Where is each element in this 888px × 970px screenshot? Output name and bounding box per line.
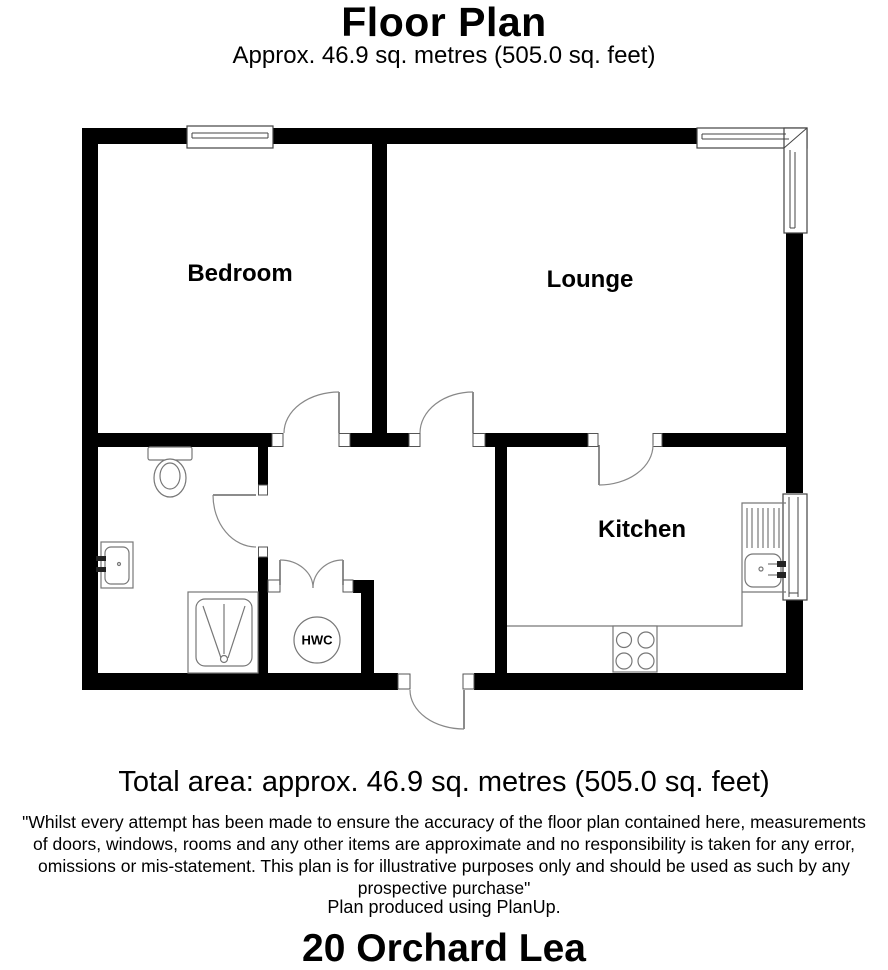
kitchen-sink (745, 508, 786, 587)
disclaimer-line: prospective purchase" (357, 878, 531, 898)
hwc-label: HWC (301, 632, 333, 648)
lounge-door (420, 392, 473, 433)
disclaimer-text (0, 811, 888, 899)
bedroom-window (187, 126, 273, 148)
disclaimer-line: "Whilst every attempt has been made to ensure the accuracy of the floor plan contained here, measurements (22, 812, 866, 832)
corner-window (697, 128, 807, 233)
hob (613, 626, 657, 672)
total-area-text: Total area: approx. 46.9 sq. metres (505.0 sq. feet) (118, 766, 770, 798)
bedroom-label: Bedroom (187, 260, 293, 287)
produced-by-text: Plan produced using PlanUp. (327, 897, 561, 917)
hwc-cupboard-doors (280, 560, 343, 588)
disclaimer-line: omissions or mis-statement. This plan is for illustrative purposes only and should be used as such by any (38, 856, 850, 876)
bathroom-door (213, 495, 256, 547)
toilet (148, 447, 192, 497)
kitchen-door (599, 445, 653, 485)
shower (188, 592, 258, 673)
kitchen-window (783, 494, 807, 600)
bedroom-door (284, 392, 339, 433)
kitchen-label: Kitchen (597, 516, 687, 543)
entry-door (410, 690, 464, 729)
property-address: 20 Orchard Lea (302, 927, 586, 970)
disclaimer-line: of doors, windows, rooms and any other items are approximate and no responsibility is taken for any error, (33, 834, 855, 854)
lounge-label: Lounge (546, 266, 634, 293)
page-title: Floor Plan (341, 0, 547, 45)
page-subtitle: Approx. 46.9 sq. metres (505.0 sq. feet) (232, 42, 656, 69)
bathroom-sink (96, 542, 133, 588)
